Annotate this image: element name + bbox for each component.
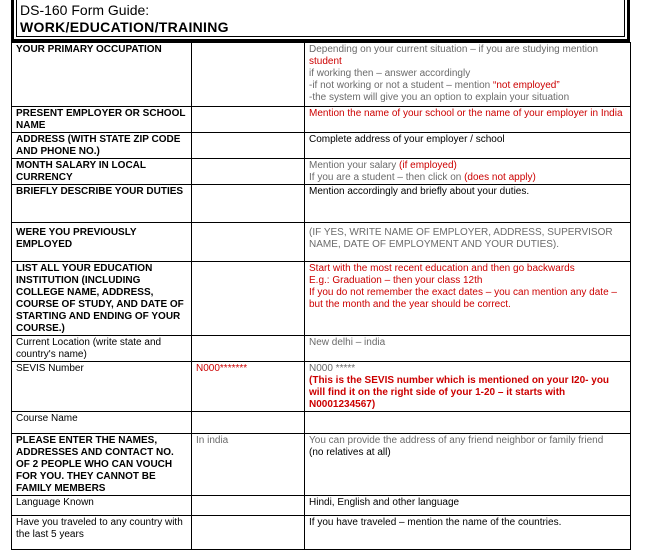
example-cell (192, 107, 305, 133)
guide-cell: Mention accordingly and briefly about your duties. (305, 185, 631, 223)
guide-text: If you are a student – then click on (309, 172, 465, 183)
table-row (12, 43, 631, 107)
guide-line: (no relatives at all) (309, 447, 391, 458)
example-cell: In india (192, 434, 305, 496)
guide-cell (305, 159, 631, 185)
guide-highlight: “not employed” (493, 80, 560, 91)
guide-line: E.g.: Graduation – then your class 12th (309, 275, 483, 286)
form-guide-table (11, 42, 631, 550)
table-row (12, 412, 631, 434)
question-cell: Current Location (write state and country's name) (12, 336, 192, 362)
question-cell: Have you traveled to any country with the last 5 years (12, 516, 192, 550)
question-cell: ADDRESS (WITH STATE ZIP CODE AND PHONE NO.) (12, 133, 192, 159)
guide-cell (305, 362, 631, 412)
guide-cell: (IF YES, WRITE NAME OF EMPLOYER, ADDRESS, SUPERVISOR NAME, DATE OF EMPLOYMENT AND YOUR DUTIES). (305, 223, 631, 262)
guide-text: Mention your salary (309, 160, 400, 171)
question-cell: SEVIS Number (12, 362, 192, 412)
guide-cell (305, 434, 631, 496)
guide-line: N000 ***** (309, 363, 356, 374)
example-cell (192, 133, 305, 159)
table-row (12, 516, 631, 550)
question-cell: PRESENT EMPLOYER OR SCHOOL NAME (12, 107, 192, 133)
guide-line: (This is the SEVIS number which is mentioned on your I20- you will find it on the right side of your 1-20 – it starts with N0001234567) (309, 375, 610, 410)
guide-line: If you do not remember the exact dates – you can mention any date – but the month and the year should be correct. (309, 287, 617, 310)
question-cell: YOUR PRIMARY OCCUPATION (12, 43, 192, 107)
example-cell (192, 185, 305, 223)
table-row (12, 496, 631, 516)
example-cell (192, 159, 305, 185)
guide-text: -if not working or not a student – mention (309, 80, 493, 91)
table-row (12, 185, 631, 223)
question-cell: WERE YOU PREVIOUSLY EMPLOYED (12, 223, 192, 262)
guide-cell: New delhi – india (305, 336, 631, 362)
example-cell (192, 496, 305, 516)
question-cell: PLEASE ENTER THE NAMES, ADDRESSES AND CONTACT NO. OF 2 PEOPLE WHO CAN VOUCH FOR YOU. THEY CANNOT BE FAMILY MEMBERS (12, 434, 192, 496)
guide-highlight: (does not apply) (464, 172, 536, 183)
example-cell (192, 262, 305, 336)
example-cell: N000******* (192, 362, 305, 412)
guide-cell: Complete address of your employer / school (305, 133, 631, 159)
example-cell (192, 223, 305, 262)
guide-line: You can provide the address of any friend neighbor or family friend (309, 435, 604, 446)
table-row (12, 362, 631, 412)
table-row (12, 133, 631, 159)
example-cell (192, 516, 305, 550)
guide-line (309, 80, 626, 92)
table-row (12, 159, 631, 185)
table-row (12, 262, 631, 336)
guide-cell (305, 43, 631, 107)
guide-line (309, 160, 626, 172)
table-row (12, 434, 631, 496)
guide-line: student (309, 56, 342, 67)
guide-line: if working then – answer accordingly (309, 68, 471, 79)
question-cell: BRIEFLY DESCRIBE YOUR DUTIES (12, 185, 192, 223)
guide-cell: Mention the name of your school or the name of your employer in India (305, 107, 631, 133)
table-row (12, 223, 631, 262)
guide-line (309, 172, 626, 184)
guide-title: DS-160 Form Guide: (20, 2, 150, 18)
guide-highlight: (if employed) (399, 160, 457, 171)
guide-cell: Hindi, English and other language (305, 496, 631, 516)
example-cell (192, 412, 305, 434)
question-cell: MONTH SALARY IN LOCAL CURRENCY (12, 159, 192, 185)
section-heading: WORK/EDUCATION/TRAINING (20, 19, 229, 35)
title-box (11, 0, 630, 42)
example-cell (192, 43, 305, 107)
question-cell: LIST ALL YOUR EDUCATION INSTITUTION (INCLUDING COLLEGE NAME, ADDRESS, COURSE OF STUDY, AND DATE OF STARTING AND ENDING OF YOUR COURSE.) (12, 262, 192, 336)
table-row (12, 336, 631, 362)
guide-line: Depending on your current situation – if you are studying mention (309, 44, 599, 55)
example-cell (192, 336, 305, 362)
guide-line: -the system will give you an option to explain your situation (309, 92, 570, 103)
guide-cell (305, 262, 631, 336)
question-cell: Course Name (12, 412, 192, 434)
guide-cell: If you have traveled – mention the name of the countries. (305, 516, 631, 550)
table-row (12, 107, 631, 133)
guide-line: Start with the most recent education and then go backwards (309, 263, 575, 274)
guide-cell (305, 412, 631, 434)
question-cell: Language Known (12, 496, 192, 516)
